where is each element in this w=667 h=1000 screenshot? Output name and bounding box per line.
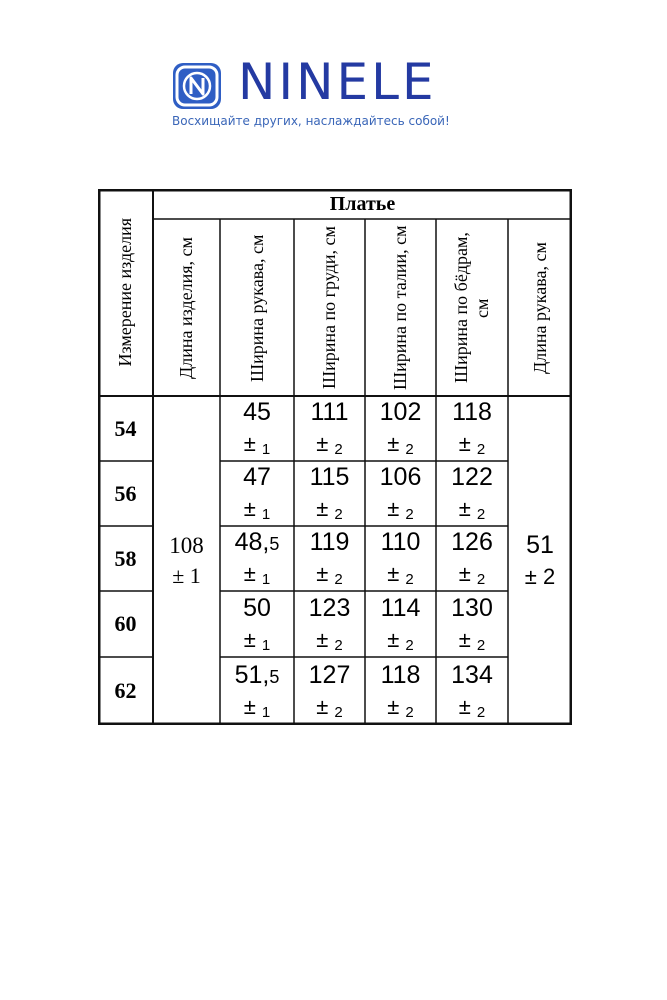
corner-header: Измерение изделия — [115, 218, 135, 367]
table-cell-hips: 126 ± $_2$ — [451, 528, 493, 588]
header-chest: Ширина по груди, см — [319, 226, 339, 389]
corner-header-cell — [98, 189, 153, 396]
table-cell-hips: 134 ± $_2$ — [451, 660, 493, 721]
sleeve-length-tolerance: ± 2 — [524, 564, 556, 589]
table-cell-waist: 110 ± $_2$ — [380, 528, 421, 588]
size-label: 60 — [114, 611, 137, 636]
table-cell-sleeve-width: 48,5 ± $_1$ — [234, 528, 280, 588]
table-cell-sleeve-width: 50 ± $_1$ — [243, 593, 271, 654]
header-waist: Ширина по талии, см — [390, 225, 410, 390]
table-cell-sleeve-width: 51,5 ± $_1$ — [234, 660, 280, 721]
header-sleeve-width: Ширина рукава, см — [246, 233, 267, 382]
table-cell-chest: 127 ± $_2$ — [308, 660, 351, 721]
header-sleeve-length: Длина рукава, см — [529, 241, 550, 374]
table-cell-chest: 119 ± $_2$ — [309, 528, 350, 588]
table-cell-sleeve-width: 47 ± $_1$ — [243, 463, 271, 523]
table-cell-waist: 114 ± $_2$ — [380, 593, 421, 654]
header-length: Длина изделия, см — [176, 236, 196, 379]
table-cell-chest: 111 ± $_2$ — [310, 398, 349, 458]
size-label: 62 — [114, 678, 137, 703]
sleeve-length-value: 51 — [526, 531, 554, 559]
table-title: Платье — [329, 192, 396, 215]
size-label: 54 — [114, 415, 137, 441]
brand-name: NINELE — [238, 53, 437, 111]
sleeve-length-value-cell — [508, 396, 572, 725]
size-label: 56 — [114, 480, 137, 506]
header-sleeve-width-cell — [220, 219, 294, 396]
table-cell-hips: 130 ± $_2$ — [451, 593, 493, 654]
size-label: 58 — [114, 545, 137, 571]
table-cell-waist: 106 ± $_2$ — [379, 463, 422, 523]
table-cell-hips: 118 ± $_2$ — [452, 398, 492, 458]
header-length-cell — [153, 219, 220, 396]
header-hips: Ширина по бёдрам, см — [451, 232, 492, 383]
table-cell-sleeve-width: 45 ± $_1$ — [243, 398, 271, 458]
header-hips-cell — [436, 219, 508, 396]
size-table — [98, 189, 572, 725]
table-cell-chest: 115 ± $_2$ — [309, 463, 350, 523]
length-tolerance: ± 1 — [172, 563, 201, 588]
length-value-cell — [153, 396, 220, 725]
ninele-logo-icon — [172, 62, 222, 110]
header-sleeve-length-cell — [508, 219, 572, 396]
table-cell-waist: 102 ± $_2$ — [379, 398, 422, 458]
table-cell-hips: 122 ± $_2$ — [451, 463, 493, 523]
table-cell-waist: 118 ± $_2$ — [380, 660, 421, 721]
brand-logo — [172, 53, 502, 133]
header-waist-cell — [365, 219, 436, 396]
table-cell-chest: 123 ± $_2$ — [308, 593, 351, 654]
brand-tagline: Восхищайте других, наслаждайтесь собой! — [172, 114, 450, 128]
length-value: 108 — [169, 533, 204, 558]
header-chest-cell — [294, 219, 365, 396]
